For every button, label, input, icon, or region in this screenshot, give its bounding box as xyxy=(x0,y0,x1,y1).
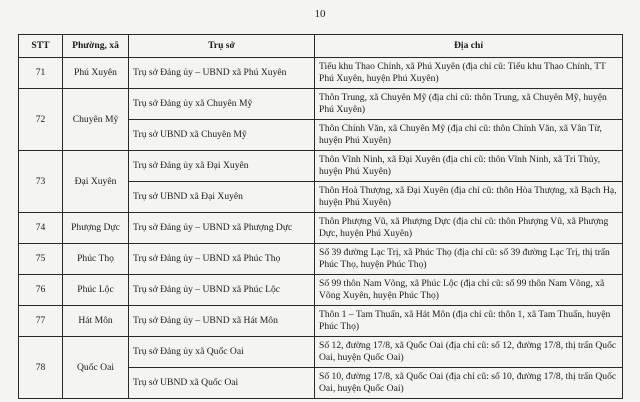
header-office: Trụ sở xyxy=(129,35,315,58)
cell-address: Tiểu khu Thao Chính, xã Phú Xuyên (địa chỉ cũ: Tiểu khu Thao Chính, TT Phú Xuyên, huyện Phú Xuyên) xyxy=(315,58,623,89)
cell-ward: Phú Xuyên xyxy=(63,58,129,89)
table-row xyxy=(19,89,623,120)
cell-office: Trụ sở UBND xã Chuyên Mỹ xyxy=(129,120,315,151)
cell-office: Trụ sở Đảng ủy – UBND xã Phú Xuyên xyxy=(129,58,315,89)
cell-stt: 75 xyxy=(19,244,63,275)
header-stt: STT xyxy=(19,35,63,58)
cell-office: Trụ sở UBND xã Đại Xuyên xyxy=(129,182,315,213)
office-address-table xyxy=(18,34,623,399)
cell-address: Thôn Vĩnh Ninh, xã Đại Xuyên (địa chỉ cũ: thôn Vĩnh Ninh, xã Tri Thủy, huyện Phú Xuyên) xyxy=(315,151,623,182)
cell-address: Số 99 thôn Nam Võng, xã Phúc Lộc (địa chỉ cũ: số 99 thôn Nam Võng, xã Võng Xuyên, huyện Phúc Thọ) xyxy=(315,275,623,306)
table-row xyxy=(19,213,623,244)
cell-ward: Phúc Thọ xyxy=(63,244,129,275)
cell-address: Số 10, đường 17/8, xã Quốc Oai (địa chỉ cũ: số 10, đường 17/8, thị trấn Quốc Oai, huyện Quốc Oai) xyxy=(315,368,623,399)
header-address: Địa chỉ xyxy=(315,35,623,58)
header-ward: Phường, xã xyxy=(63,35,129,58)
cell-stt: 76 xyxy=(19,275,63,306)
cell-address: Thôn Chính Văn, xã Chuyên Mỹ (địa chỉ cũ: thôn Chính Văn, xã Vân Từ, huyện Phú Xuyên) xyxy=(315,120,623,151)
cell-address: Thôn Hoà Thượng, xã Đại Xuyên (địa chỉ cũ: thôn Hòa Thượng, xã Bạch Hạ, huyện Phú Xuyên) xyxy=(315,182,623,213)
cell-ward: Quốc Oai xyxy=(63,337,129,399)
cell-ward: Đại Xuyên xyxy=(63,151,129,213)
cell-address: Thôn Trung, xã Chuyên Mỹ (địa chỉ cũ: thôn Trung, xã Chuyên Mỹ, huyện Phú Xuyên) xyxy=(315,89,623,120)
cell-address: Số 39 đường Lạc Trị, xã Phúc Thọ (địa chỉ cũ: số 39 đường Lạc Trị, thị trấn Phúc Thọ, huyện Phúc Thọ) xyxy=(315,244,623,275)
cell-office: Trụ sở Đảng ủy – UBND xã Phúc Lộc xyxy=(129,275,315,306)
table-row xyxy=(19,244,623,275)
cell-ward: Chuyên Mỹ xyxy=(63,89,129,151)
cell-address: Thôn 1 – Tam Thuấn, xã Hát Môn (địa chỉ cũ: thôn 1, xã Tam Thuấn, huyện Phúc Thọ) xyxy=(315,306,623,337)
cell-office: Trụ sở UBND xã Quốc Oai xyxy=(129,368,315,399)
table-body xyxy=(19,58,623,399)
cell-ward: Hát Môn xyxy=(63,306,129,337)
cell-office: Trụ sở Đảng ủy – UBND xã Hát Môn xyxy=(129,306,315,337)
table-header-row xyxy=(19,35,623,58)
cell-office: Trụ sở Đảng ủy – UBND xã Phúc Thọ xyxy=(129,244,315,275)
table-row xyxy=(19,58,623,89)
cell-stt: 72 xyxy=(19,89,63,151)
cell-stt: 73 xyxy=(19,151,63,213)
page-number: 10 xyxy=(314,8,326,20)
cell-stt: 77 xyxy=(19,306,63,337)
cell-address: Thôn Phượng Vũ, xã Phượng Dực (địa chỉ cũ: thôn Phượng Vũ, xã Phượng Dực, huyện Phú Xuyên) xyxy=(315,213,623,244)
cell-ward: Phúc Lộc xyxy=(63,275,129,306)
cell-stt: 74 xyxy=(19,213,63,244)
cell-office: Trụ sở Đảng ủy xã Quốc Oai xyxy=(129,337,315,368)
table-row xyxy=(19,306,623,337)
cell-office: Trụ sở Đảng ủy xã Đại Xuyên xyxy=(129,151,315,182)
cell-stt: 78 xyxy=(19,337,63,399)
cell-office: Trụ sở Đảng ủy – UBND xã Phượng Dực xyxy=(129,213,315,244)
cell-ward: Phượng Dực xyxy=(63,213,129,244)
table-row xyxy=(19,151,623,182)
table-row xyxy=(19,337,623,368)
cell-stt: 71 xyxy=(19,58,63,89)
table-row xyxy=(19,275,623,306)
cell-address: Số 12, đường 17/8, xã Quốc Oai (địa chỉ cũ: số 12, đường 17/8, thị trấn Quốc Oai, huyện Quốc Oai) xyxy=(315,337,623,368)
cell-office: Trụ sở Đảng ủy xã Chuyên Mỹ xyxy=(129,89,315,120)
